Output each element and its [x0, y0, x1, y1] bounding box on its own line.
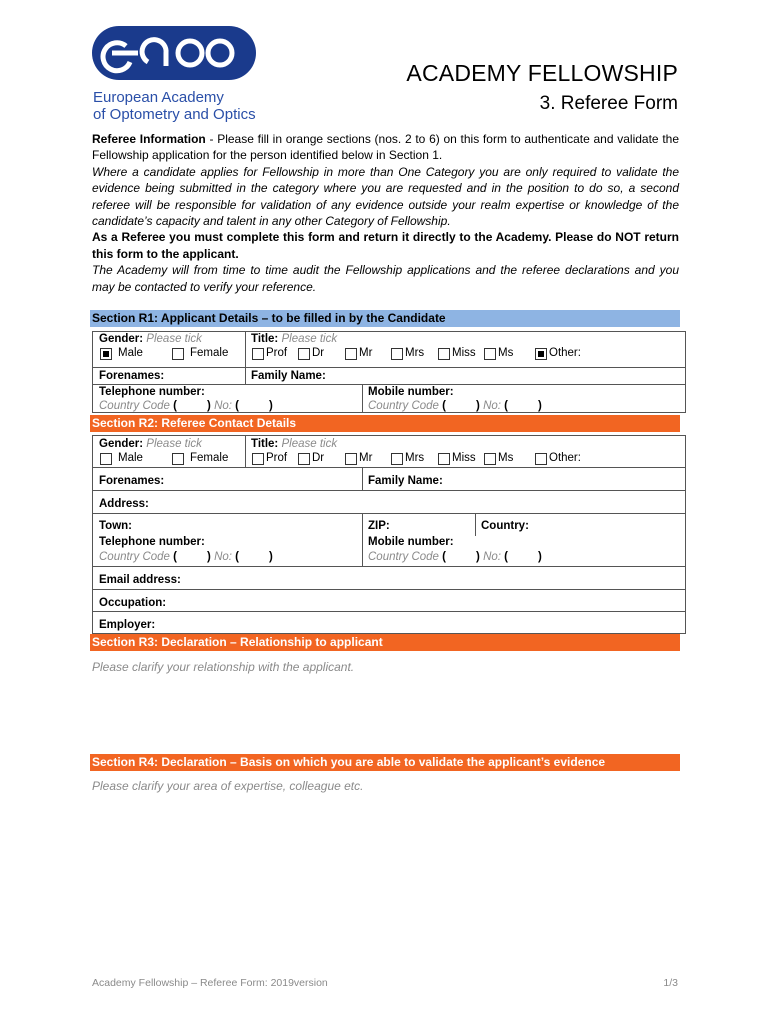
r1-female-label: Female: [190, 347, 229, 359]
r1-ms-checkbox[interactable]: [484, 348, 496, 360]
r2-ms-checkbox[interactable]: [484, 453, 496, 465]
intro-paragraph-3: As a Referee you must complete this form and return it directly to the Academy. Please do NOT return this form to the applicant.: [92, 230, 679, 261]
r1-forenames-label: Forenames:: [99, 370, 165, 382]
divider: [92, 367, 686, 368]
divider: [362, 467, 363, 490]
eaoo-logo-mark: [92, 26, 256, 80]
r1-prof-label: Prof: [266, 347, 288, 359]
referee-info-text: - Please fill in orange sections (nos. 2 to 6) on this form to authenticate and validate the Fellowship application for the person identified below in Section 1.: [92, 132, 680, 163]
divider: [92, 566, 686, 567]
intro-text: [92, 131, 679, 295]
r2-country-label: Country:: [481, 520, 529, 532]
r1-dr-checkbox[interactable]: [298, 348, 310, 360]
r1-mrs-checkbox[interactable]: [391, 348, 403, 360]
r1-male-checkbox[interactable]: [100, 348, 112, 360]
r1-mr-checkbox[interactable]: [345, 348, 357, 360]
r1-miss-label: Miss: [452, 347, 476, 359]
divider: [362, 513, 363, 566]
r2-title-label: Title: Please tick: [251, 438, 338, 450]
divider: [92, 467, 686, 468]
section-r1-header: Section R1: Applicant Details – to be filled in by the Candidate: [90, 310, 680, 327]
r2-female-label: Female: [190, 452, 229, 464]
r1-other-label: Other:: [549, 347, 581, 359]
divider: [92, 490, 686, 491]
r1-title-label: Title: Please tick: [251, 333, 338, 345]
r1-ms-label: Ms: [498, 347, 514, 359]
r2-email-label: Email address:: [99, 574, 181, 586]
r2-miss-label: Miss: [452, 452, 476, 464]
divider: [92, 384, 686, 385]
referee-info-heading: Referee Information: [92, 132, 206, 146]
logo-name: [93, 89, 293, 123]
intro-paragraph-1: [92, 131, 679, 164]
section-r4-header: Section R4: Declaration – Basis on which you are able to validate the applicant’s evidence: [90, 754, 680, 771]
r1-family-name-label: Family Name:: [251, 370, 326, 382]
divider: [475, 513, 476, 536]
r1-mrs-label: Mrs: [405, 347, 425, 359]
r1-telephone-field[interactable]: Country Code ( ) No: ( ): [99, 400, 273, 412]
eaoo-logo: [92, 26, 256, 80]
footer-form-version: Academy Fellowship – Referee Form: 2019version: [92, 977, 328, 989]
r2-forenames-label: Forenames:: [99, 475, 165, 487]
r2-prof-checkbox[interactable]: [252, 453, 264, 465]
r1-dr-label: Dr: [312, 347, 325, 359]
r2-mrs-label: Mrs: [405, 452, 425, 464]
section-r2-header: Section R2: Referee Contact Details: [90, 415, 680, 432]
r2-female-checkbox[interactable]: [172, 453, 184, 465]
r1-other-checkbox[interactable]: [535, 348, 547, 360]
r2-telephone-label: Telephone number:: [99, 536, 205, 548]
r2-mr-checkbox[interactable]: [345, 453, 357, 465]
page-subtitle: 3. Referee Form: [539, 93, 678, 114]
r1-miss-checkbox[interactable]: [438, 348, 450, 360]
logo-name-line2: of Optometry and Optics: [93, 106, 256, 123]
r2-mobile-field[interactable]: Country Code ( ) No: ( ): [368, 551, 542, 563]
section-r3-header: Section R3: Declaration – Relationship to applicant: [90, 634, 680, 651]
page-title: ACADEMY FELLOWSHIP: [406, 60, 678, 86]
r1-prof-checkbox[interactable]: [252, 348, 264, 360]
r2-ms-label: Ms: [498, 452, 514, 464]
intro-paragraph-4: The Academy will from time to time audit the Fellowship applications and the referee declarations and you may be contacted to verify your reference.: [92, 263, 679, 294]
r2-mrs-checkbox[interactable]: [391, 453, 403, 465]
r2-town-label: Town:: [99, 520, 132, 532]
logo-name-line1: European Academy: [93, 89, 224, 106]
intro-paragraph-2: Where a candidate applies for Fellowship in more than One Category you are only required to validate the evidence being submitted in the category where you are requested and in the position to do so, a second referee will be responsible for validation of any evidence outside your realm expertise or knowledge of the candidate’s capacity and talent in any other Category of Fellowship.: [92, 164, 679, 229]
r2-miss-checkbox[interactable]: [438, 453, 450, 465]
r2-other-label: Other:: [549, 452, 581, 464]
r1-mr-label: Mr: [359, 347, 373, 359]
divider: [245, 331, 246, 384]
divider: [92, 589, 686, 590]
r3-relationship-prompt[interactable]: Please clarify your relationship with the applicant.: [92, 660, 355, 674]
divider: [92, 513, 686, 514]
r2-dr-checkbox[interactable]: [298, 453, 310, 465]
r2-family-name-label: Family Name:: [368, 475, 443, 487]
divider: [362, 384, 363, 413]
r2-male-checkbox[interactable]: [100, 453, 112, 465]
r1-female-checkbox[interactable]: [172, 348, 184, 360]
r4-expertise-prompt[interactable]: Please clarify your area of expertise, colleague etc.: [92, 779, 364, 793]
r2-dr-label: Dr: [312, 452, 325, 464]
r2-other-checkbox[interactable]: [535, 453, 547, 465]
r2-address-label: Address:: [99, 498, 149, 510]
r2-prof-label: Prof: [266, 452, 288, 464]
r2-mobile-label: Mobile number:: [368, 536, 454, 548]
divider: [245, 435, 246, 467]
r2-male-label: Male: [118, 452, 143, 464]
r2-occupation-label: Occupation:: [99, 597, 167, 609]
r2-gender-label: Gender: Please tick: [99, 438, 202, 450]
r1-mobile-label: Mobile number:: [368, 386, 454, 398]
r1-mobile-field[interactable]: Country Code ( ) No: ( ): [368, 400, 542, 412]
divider: [92, 611, 686, 612]
r1-male-label: Male: [118, 347, 143, 359]
footer-page-number: 1/3: [663, 977, 678, 989]
r2-telephone-field[interactable]: Country Code ( ) No: ( ): [99, 551, 273, 563]
r2-mr-label: Mr: [359, 452, 373, 464]
r1-gender-label: Gender: Please tick: [99, 333, 202, 345]
r2-employer-label: Employer:: [99, 619, 156, 631]
r2-zip-label: ZIP:: [368, 520, 390, 532]
r1-telephone-label: Telephone number:: [99, 386, 205, 398]
